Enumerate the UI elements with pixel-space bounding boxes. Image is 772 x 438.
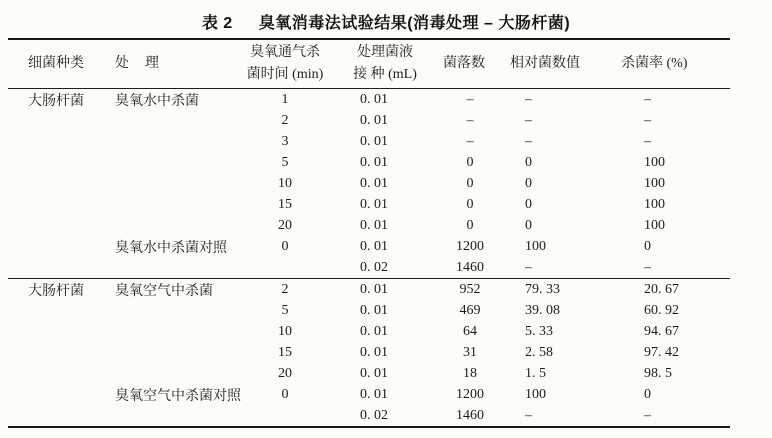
table-cell: 0. 01 <box>360 281 388 297</box>
table-cell <box>8 300 110 321</box>
table-cell: 94. 67 <box>644 323 679 339</box>
table-cell: 0 <box>525 196 532 212</box>
table-row <box>8 257 730 279</box>
table-cell: – <box>525 407 532 423</box>
table-cell: – <box>466 91 474 107</box>
table-cell: 100 <box>644 154 665 170</box>
table-cell: 20. 67 <box>644 281 679 297</box>
table-cell <box>8 152 110 173</box>
table-cell: 0. 01 <box>360 112 388 128</box>
table-cell: 0. 01 <box>360 302 388 318</box>
table-cell <box>240 257 330 279</box>
table-cell: 60. 92 <box>644 302 679 318</box>
table-cell: 2 <box>281 281 289 297</box>
table-cell: – <box>644 407 651 423</box>
table-row <box>8 363 730 384</box>
table-cell: 0 <box>466 154 474 170</box>
header-ozone-time-line1: 臭氧通气杀 <box>250 45 320 61</box>
table-row <box>8 89 730 111</box>
table-cell: – <box>466 112 474 128</box>
table-section <box>8 279 730 428</box>
table-cell <box>8 363 110 384</box>
header-treatment <box>110 39 240 89</box>
table-cell <box>110 194 240 215</box>
table-cell: 3 <box>281 133 289 149</box>
table-cell: 20 <box>278 217 292 233</box>
table-row <box>8 215 730 236</box>
header-treatment-label: 处 理 <box>115 56 160 72</box>
table-cell <box>110 131 240 152</box>
table-row <box>8 173 730 194</box>
header-inoculation-line2: 接 种 (mL) <box>353 67 417 82</box>
table-row <box>8 384 730 405</box>
table-cell: 0 <box>644 238 651 254</box>
table-cell: – <box>525 133 532 149</box>
table-cell: 5. 33 <box>525 323 553 339</box>
table-cell: 0. 02 <box>360 407 388 423</box>
table-row <box>8 405 730 427</box>
table-cell: 0 <box>644 386 651 402</box>
table-cell <box>240 405 330 427</box>
table-cell: 0 <box>466 217 474 233</box>
table-cell: – <box>525 259 532 275</box>
table-cell: 0. 01 <box>360 386 388 402</box>
table-caption-title: 臭氧消毒法试验结果(消毒处理 – 大肠杆菌) <box>258 15 571 32</box>
table-cell: 臭氧水中杀菌对照 <box>115 240 227 256</box>
table-cell <box>8 342 110 363</box>
table-cell: 98. 5 <box>644 365 672 381</box>
table-cell: 臭氧空气中杀菌对照 <box>115 388 241 404</box>
table-cell: 2. 58 <box>525 344 553 360</box>
table-cell: 15 <box>278 196 292 212</box>
table-cell <box>8 194 110 215</box>
table-header <box>8 39 730 89</box>
table-cell <box>110 257 240 279</box>
table-cell: 5 <box>281 154 289 170</box>
table-row <box>8 152 730 173</box>
table-cell: 0. 01 <box>360 91 388 107</box>
header-colony-count <box>440 39 500 89</box>
table-cell: 0. 01 <box>360 154 388 170</box>
table-cell: 39. 08 <box>525 302 560 318</box>
table-cell: 0 <box>525 217 532 233</box>
table-cell: 1200 <box>456 386 484 402</box>
table-cell: 64 <box>463 323 477 339</box>
table-caption-label: 表 2 <box>201 15 233 32</box>
table-cell: 1 <box>281 91 289 107</box>
table-cell <box>110 152 240 173</box>
table-cell: 大肠杆菌 <box>28 283 84 299</box>
table-cell <box>110 110 240 131</box>
table-cell: 10 <box>278 323 292 339</box>
table-cell: 0. 01 <box>360 238 388 254</box>
table-cell <box>8 173 110 194</box>
table-cell: 469 <box>459 302 481 318</box>
table-cell: – <box>466 133 474 149</box>
table-cell <box>8 321 110 342</box>
table-cell <box>110 342 240 363</box>
table-cell: 31 <box>463 344 477 360</box>
table-cell: 0. 01 <box>360 323 388 339</box>
table-row <box>8 131 730 152</box>
table-cell <box>110 173 240 194</box>
table-cell: 20 <box>278 365 292 381</box>
table-cell: 2 <box>281 112 289 128</box>
table-cell: 5 <box>281 302 289 318</box>
table-cell: 100 <box>525 386 546 402</box>
table-cell: 15 <box>278 344 292 360</box>
table-cell <box>8 257 110 279</box>
table-cell: 100 <box>644 175 665 191</box>
header-kill-rate <box>620 39 730 89</box>
table-cell: 0. 01 <box>360 133 388 149</box>
table-cell <box>8 131 110 152</box>
table-cell <box>8 384 110 405</box>
header-species-label: 细菌种类 <box>28 56 84 72</box>
table-cell: 100 <box>644 217 665 233</box>
table-cell <box>110 300 240 321</box>
table-cell: 0. 01 <box>360 217 388 233</box>
header-relative-count-label: 相对菌数值 <box>510 56 580 72</box>
table-cell: – <box>644 133 651 149</box>
table-cell: – <box>644 112 651 128</box>
table-cell: 0 <box>281 386 289 402</box>
table-cell: 97. 42 <box>644 344 679 360</box>
table-cell: 0 <box>466 196 474 212</box>
table-cell: 0 <box>525 175 532 191</box>
table-row <box>8 300 730 321</box>
table-cell: 1200 <box>456 238 484 254</box>
table-cell: 0. 01 <box>360 196 388 212</box>
table-row <box>8 342 730 363</box>
table-cell: – <box>525 91 532 107</box>
table-cell: 1460 <box>456 407 484 423</box>
table-cell: – <box>644 91 651 107</box>
table-caption <box>0 10 772 33</box>
table-cell <box>110 215 240 236</box>
table-cell: 18 <box>463 365 477 381</box>
table-cell <box>110 321 240 342</box>
table-row <box>8 279 730 301</box>
table-cell <box>8 236 110 257</box>
header-ozone-time-line2: 菌时间 (min) <box>246 67 324 82</box>
header-species <box>8 39 110 89</box>
table-cell <box>8 110 110 131</box>
table-cell: 0. 01 <box>360 175 388 191</box>
table-cell: – <box>644 259 651 275</box>
table-row <box>8 321 730 342</box>
table-cell: 0 <box>525 154 532 170</box>
table-cell <box>8 215 110 236</box>
table-cell: 10 <box>278 175 292 191</box>
table-row <box>8 194 730 215</box>
table-cell: 1. 5 <box>525 365 546 381</box>
table-cell: 100 <box>644 196 665 212</box>
table-cell: 臭氧空气中杀菌 <box>115 283 213 299</box>
table-row <box>8 110 730 131</box>
table-row <box>8 236 730 257</box>
header-kill-rate-label: 杀菌率 (%) <box>621 56 688 72</box>
table-section <box>8 89 730 279</box>
table-cell: 臭氧水中杀菌 <box>115 93 199 109</box>
results-table <box>8 38 730 428</box>
table-cell: 0. 01 <box>360 365 388 381</box>
header-inoculation-line1: 处理菌液 <box>357 45 413 61</box>
header-row <box>8 39 730 89</box>
header-colony-count-label: 菌落数 <box>443 56 485 72</box>
table-cell: 79. 33 <box>525 281 560 297</box>
header-inoculation <box>330 39 440 89</box>
table-cell <box>110 405 240 427</box>
table-cell: 952 <box>459 281 481 297</box>
table-cell <box>110 363 240 384</box>
header-ozone-time <box>240 39 330 89</box>
table-cell: 0 <box>281 238 289 254</box>
table-cell: 0 <box>466 175 474 191</box>
table-cell: 100 <box>525 238 546 254</box>
table-cell: 0. 01 <box>360 344 388 360</box>
table-cell <box>8 405 110 427</box>
header-relative-count <box>500 39 620 89</box>
table-cell: 1460 <box>456 259 484 275</box>
table-cell: 0. 02 <box>360 259 388 275</box>
table-cell: – <box>525 112 532 128</box>
table-cell: 大肠杆菌 <box>28 93 84 109</box>
